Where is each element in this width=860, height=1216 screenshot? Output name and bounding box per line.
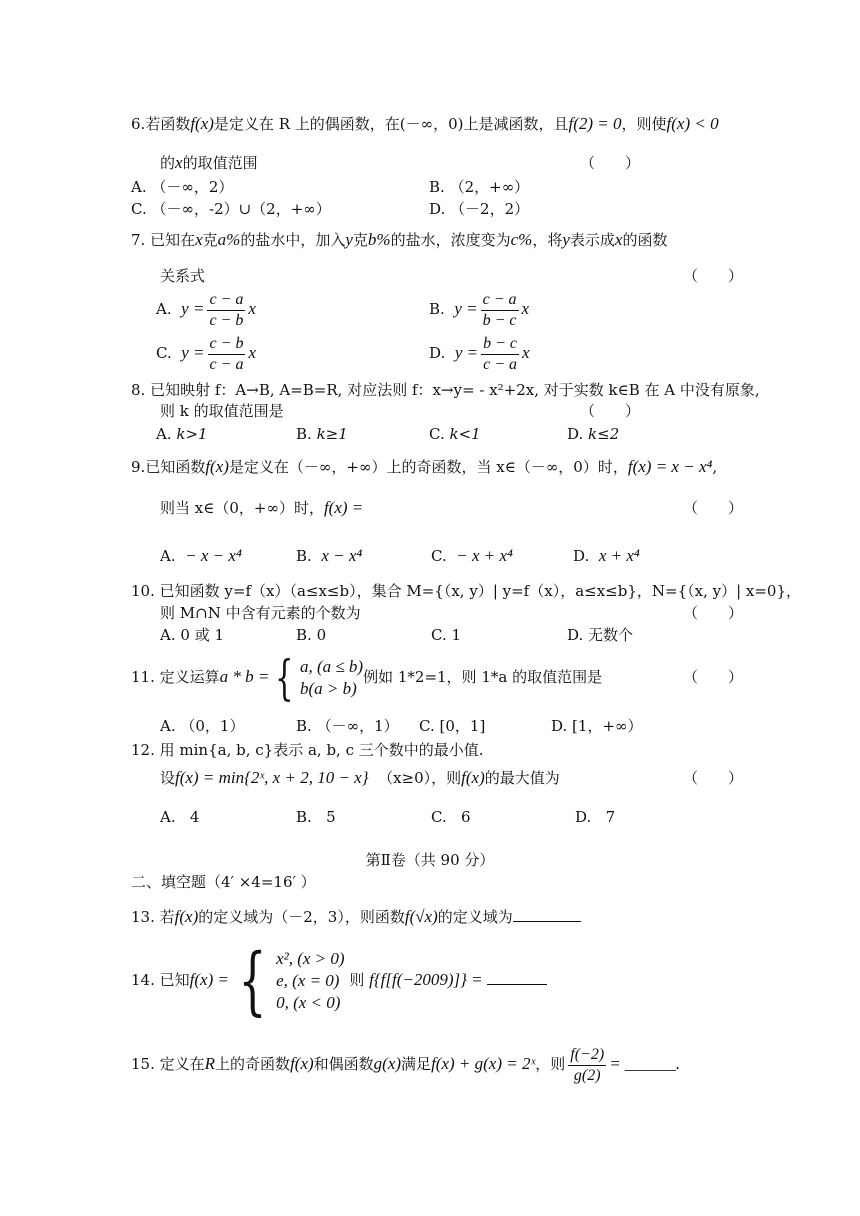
math: x: [614, 230, 623, 249]
math: b%: [367, 230, 391, 249]
numerator: f(−2): [568, 1046, 606, 1066]
numerator: c − a: [207, 291, 245, 311]
math: y =: [181, 343, 205, 362]
option-text: k≤2: [588, 425, 620, 443]
option-label: B.: [429, 300, 445, 318]
answer-paren: （ ）: [580, 154, 641, 172]
option-label: A.: [156, 300, 172, 318]
question-15: [131, 1040, 680, 1088]
answer-paren: （ ）: [683, 267, 744, 285]
option-d: [573, 546, 640, 566]
option-label: A.: [160, 626, 176, 644]
option-d: [551, 716, 643, 736]
option-text: 5: [326, 808, 336, 826]
text: 上的奇函数: [215, 1055, 291, 1073]
piecewise-cases: [300, 656, 363, 700]
option-label: C.: [431, 626, 447, 644]
case: 0, (x < 0): [276, 993, 341, 1012]
option-d: [567, 424, 619, 444]
text: 的取值范围: [182, 154, 258, 172]
math: y =: [181, 299, 205, 318]
option-label: D.: [429, 200, 446, 218]
math: f(x): [461, 768, 485, 787]
option-b: [296, 625, 326, 645]
case: x², (x > 0): [276, 949, 345, 968]
text: 则当 x∈（0，+∞）时，: [160, 499, 324, 517]
question-number: 6.: [131, 115, 146, 133]
math: f(x) = min{2ˣ, x + 2, 10 − x}: [175, 768, 369, 787]
option-a: [156, 424, 208, 444]
math: f{f[f(−2009)]} =: [369, 970, 483, 989]
math: f(x) =: [323, 498, 364, 517]
question-9-line-1: [131, 457, 717, 477]
text: 和偶函数: [313, 1055, 374, 1073]
fraction: [207, 291, 245, 330]
math: f(2) = 0: [568, 114, 622, 133]
option-text: 7: [605, 808, 616, 826]
part-2-title: 第Ⅱ卷（共 90 分）: [365, 851, 495, 869]
option-label: A.: [160, 808, 176, 826]
math: y: [562, 230, 570, 249]
question-14: [131, 938, 547, 1024]
math: x: [195, 230, 203, 249]
text: 已知映射 f：A→B, A=B=R, 对应法则 f：x→y= - x²+2x, 对于实数 k∈B 在 A 中没有原象,: [150, 381, 760, 399]
question-number: 15.: [131, 1055, 155, 1073]
piecewise-cases: [276, 948, 344, 1014]
option-d: [575, 807, 615, 827]
answer-paren: （ ）: [683, 668, 744, 686]
denominator: c − b: [209, 311, 244, 329]
text: 克: [352, 231, 368, 249]
option-c: [431, 546, 513, 566]
option-c: [431, 625, 461, 645]
math: x: [175, 153, 183, 172]
question-number: 14.: [131, 971, 155, 989]
text: 若函数: [145, 115, 191, 133]
math: f(√x): [404, 907, 438, 926]
case: a, (a ≤ b): [299, 657, 364, 676]
math: y =: [454, 299, 478, 318]
answer-paren: （ ）: [683, 769, 744, 787]
text: 若: [159, 908, 175, 926]
option-c: [131, 199, 331, 219]
option-text: x − x⁴: [321, 546, 363, 565]
text: ,: [712, 458, 718, 476]
fraction: [208, 335, 246, 374]
question-number: 9.: [131, 458, 146, 476]
case: e, (x = 0): [276, 971, 340, 990]
text: 已知: [159, 971, 190, 989]
text: 已知函数: [145, 458, 206, 476]
text: 的函数: [622, 231, 668, 249]
math: x: [521, 299, 530, 318]
option-text: 4: [189, 808, 200, 826]
option-text: （0，1）: [180, 717, 245, 735]
question-12-line-2: [160, 768, 560, 788]
answer-paren: （ ）: [580, 402, 641, 420]
option-label: A.: [131, 178, 147, 196]
question-7-line-1: [131, 230, 667, 250]
math: f(x) + g(x) = 2ˣ: [431, 1054, 536, 1073]
option-c: [431, 807, 471, 827]
text: 是定义在 R 上的偶函数，在(－∞，0)上是减函数，且: [213, 115, 569, 133]
answer-paren: （ ）: [683, 604, 744, 622]
math: a * b =: [219, 667, 270, 686]
answer-paren: （ ）: [683, 499, 744, 517]
text: 定义运算: [159, 668, 220, 686]
question-13: [131, 907, 581, 927]
option-label: B.: [296, 808, 312, 826]
text: 是定义在（－∞，+∞）上的奇函数，当 x∈（－∞，0）时，: [228, 458, 628, 476]
denominator: c − a: [209, 355, 244, 373]
option-label: D.: [573, 547, 590, 565]
math: g(x): [373, 1054, 402, 1073]
text: ，则使: [621, 115, 667, 133]
math: x: [248, 343, 256, 362]
option-d: [429, 333, 530, 374]
option-label: C.: [431, 547, 447, 565]
option-b: [296, 807, 336, 827]
question-10-line-1: [131, 581, 801, 601]
option-text: （2，+∞）: [449, 178, 530, 196]
option-d: [567, 625, 633, 645]
option-label: B.: [296, 626, 312, 644]
option-a: [160, 546, 242, 566]
answer-blank[interactable]: [513, 907, 581, 922]
math: R: [204, 1054, 216, 1073]
option-b: [296, 424, 348, 444]
text: 的盐水中，加入: [240, 231, 346, 249]
option-text: [1，+∞）: [572, 717, 643, 735]
question-7-line-2: 关系式: [160, 267, 206, 285]
text: 则: [349, 971, 365, 989]
option-text: 无数个: [588, 626, 634, 644]
option-text: （－∞，-2）∪（2，+∞）: [151, 200, 331, 218]
option-b: [429, 289, 529, 330]
option-a: [160, 807, 199, 827]
text: ，则: [535, 1055, 566, 1073]
option-label: D.: [567, 626, 584, 644]
text: 的定义域为: [437, 908, 513, 926]
math: f(x): [205, 457, 229, 476]
denominator: g(2): [573, 1066, 601, 1084]
option-text: （－∞，2）: [151, 178, 234, 196]
text: 表示成: [569, 231, 615, 249]
option-a: [160, 716, 244, 736]
fraction: [481, 335, 519, 374]
math: f(x) =: [189, 970, 229, 989]
text: 定义在: [159, 1055, 205, 1073]
option-label: C.: [156, 344, 172, 362]
option-text: k<1: [449, 425, 481, 443]
math: f(x): [190, 114, 214, 133]
question-number: 11.: [131, 668, 155, 686]
question-8-line-1: [131, 380, 760, 400]
case: b(a > b): [299, 679, 357, 698]
option-label: B.: [296, 425, 312, 443]
text: 例如 1*2=1，则 1*a 的取值范围是: [363, 668, 603, 686]
question-6-line-1: [131, 114, 719, 134]
question-8-line-2: 则 k 的取值范围是: [160, 402, 284, 420]
math: = ______.: [609, 1054, 681, 1073]
option-label: B.: [296, 717, 312, 735]
left-brace-icon: {: [275, 650, 294, 706]
option-label: A.: [160, 547, 176, 565]
option-text: 0 或 1: [180, 626, 225, 644]
option-text: − x − x⁴: [185, 546, 242, 565]
option-text: 0: [316, 626, 327, 644]
question-number: 12.: [131, 741, 155, 759]
text: 的定义域为（－2，3），则函数: [198, 908, 405, 926]
text: 满足: [401, 1055, 432, 1073]
math: f(x) < 0: [666, 114, 719, 133]
answer-blank[interactable]: [487, 970, 547, 985]
option-text: （－2，2）: [450, 200, 530, 218]
option-text: k≥1: [316, 425, 348, 443]
option-b: [296, 716, 399, 736]
text: 的盐水，浓度变为: [390, 231, 511, 249]
option-text: x + x⁴: [598, 546, 640, 565]
option-a: [160, 625, 224, 645]
option-label: B.: [296, 547, 312, 565]
option-c: [429, 424, 481, 444]
option-label: B.: [429, 178, 445, 196]
math: f(x): [290, 1054, 314, 1073]
denominator: b − c: [482, 311, 517, 329]
text: （x≥0），则: [378, 769, 462, 787]
math: f(x): [174, 907, 199, 926]
math: a%: [217, 230, 241, 249]
option-b: [296, 546, 362, 566]
text: ，将: [532, 231, 563, 249]
left-brace-icon: {: [238, 938, 267, 1024]
text: 已知函数 y=f（x）（a≤x≤b），集合 M={（x, y）| y=f（x），a≤x≤b}，N={（x, y）| x=0}，: [159, 582, 802, 600]
option-text: − x + x⁴: [456, 546, 513, 565]
numerator: c − b: [208, 335, 246, 355]
question-9-line-2: [160, 498, 363, 518]
option-d: [429, 199, 529, 219]
text: 已知在: [150, 231, 196, 249]
fraction: [568, 1046, 606, 1085]
option-label: D.: [567, 425, 584, 443]
option-label: A.: [160, 717, 176, 735]
text: 用 min{a, b, c}表示 a, b, c 三个数中的最小值.: [159, 741, 484, 759]
text: 的最大值为: [484, 769, 560, 787]
question-number: 10.: [131, 582, 155, 600]
numerator: c − a: [481, 291, 519, 311]
option-label: D.: [575, 808, 592, 826]
question-number: 7.: [131, 231, 146, 249]
math: f(x) = x − x⁴: [627, 457, 713, 476]
question-11-line-1: [131, 650, 603, 706]
math: y: [345, 230, 353, 249]
option-label: D.: [551, 717, 568, 735]
question-number: 13.: [131, 908, 155, 926]
fraction: [481, 291, 519, 330]
option-text: k>1: [176, 425, 208, 443]
math: c%: [510, 230, 533, 249]
option-text: （－∞，1）: [316, 717, 399, 735]
option-label: C.: [131, 200, 147, 218]
option-c: [156, 333, 256, 374]
math: x: [248, 299, 256, 318]
option-label: C.: [431, 808, 447, 826]
question-6-line-2: [160, 153, 258, 173]
option-label: A.: [156, 425, 172, 443]
math: y =: [454, 343, 479, 362]
option-b: [429, 177, 529, 197]
option-a: [131, 177, 233, 197]
option-label: C.: [429, 425, 445, 443]
option-text: 6: [461, 808, 471, 826]
option-label: C.: [419, 717, 435, 735]
text: 设: [160, 769, 176, 787]
question-12-line-1: [131, 740, 484, 760]
question-number: 8.: [131, 381, 146, 399]
option-text: [0，1]: [439, 717, 486, 735]
option-c: [419, 716, 485, 736]
denominator: c − a: [483, 355, 517, 373]
numerator: b − c: [481, 335, 519, 355]
section-2-title: 二、填空题（4′ ×4=16′ ）: [131, 873, 316, 891]
question-10-line-2: 则 M∩N 中含有元素的个数为: [160, 604, 361, 622]
option-label: D.: [429, 344, 446, 362]
option-a: [156, 289, 256, 330]
text: 的: [160, 154, 176, 172]
option-text: 1: [451, 626, 462, 644]
text: 克: [202, 231, 218, 249]
math: x: [522, 343, 530, 362]
